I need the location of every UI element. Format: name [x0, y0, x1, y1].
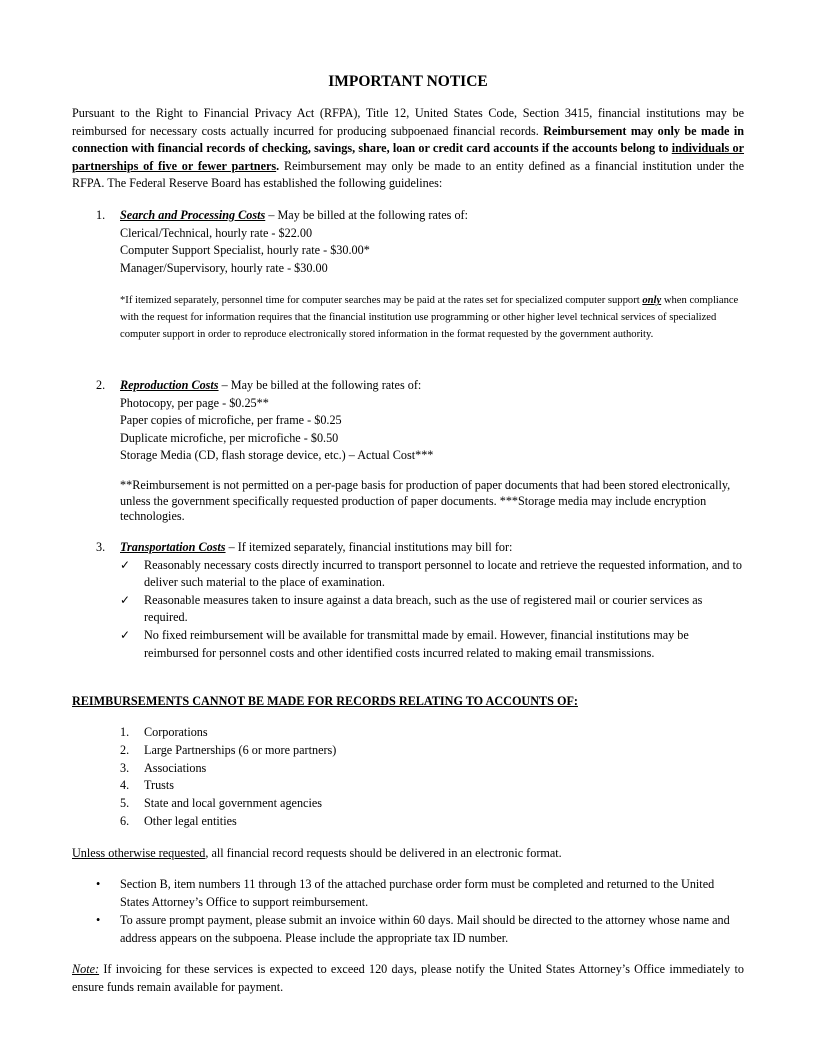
- list-number: 2.: [120, 742, 130, 757]
- section-heading-line: [120, 207, 744, 225]
- section-heading: Reproduction Costs: [120, 378, 219, 392]
- check-item-text: No fixed reimbursement will be available for transmittal made by email. However, financial institutions may be reimbursed for personnel costs and other identified costs incurred related to making email transmissions.: [144, 627, 689, 660]
- rate-item: Computer Support Specialist, hourly rate - $30.00*: [120, 243, 370, 258]
- check-item: [120, 557, 744, 592]
- note-label: Note:: [72, 962, 100, 976]
- bullet-icon: •: [96, 913, 101, 928]
- delivery-text: , all financial record requests should be delivered in an electronic format.: [205, 846, 562, 860]
- list-item: [120, 777, 520, 795]
- list-text: Trusts: [144, 778, 175, 793]
- intro-bold-text: Reimbursement may only be made in connection with financial records of checking, savings, share, loan or credit card accounts if the accounts belong to: [72, 123, 745, 156]
- rate-item: Photocopy, per page - $0.25**: [120, 395, 269, 410]
- bullet-list: [96, 876, 744, 947]
- check-item-text: Reasonable measures taken to insure against a data breach, such as the use of registered mail or courier services as required.: [144, 592, 703, 625]
- rate-item: Manager/Supervisory, hourly rate - $30.00: [120, 260, 328, 275]
- footnote-computer-support: [120, 293, 744, 343]
- list-text: Other legal entities: [144, 813, 237, 828]
- bullet-icon: •: [96, 877, 101, 891]
- list-text: State and local government agencies: [144, 796, 323, 811]
- list-item: [120, 724, 520, 742]
- bullet-text: Section B, item numbers 11 through 13 of the attached purchase order form must be completed and returned to the United States Attorney’s Office to support reimbursement.: [120, 877, 715, 909]
- intro-paragraph: [72, 105, 744, 193]
- footnote-reproduction: **Reimbursement is not permitted on a per-page basis for production of paper documents that had been stored electronically, unless the government specifically requested production of paper documents. ***Storage media may include encryption technologies.: [120, 477, 731, 524]
- check-list: [120, 557, 744, 663]
- checkmark-icon: ✓: [120, 557, 131, 572]
- list-text: Large Partnerships (6 or more partners): [144, 742, 337, 757]
- section-heading-line: [120, 377, 744, 395]
- list-number: 4.: [120, 778, 130, 793]
- section-heading: Transportation Costs: [120, 540, 226, 554]
- list-number: 1.: [120, 725, 130, 739]
- check-item: [120, 627, 744, 662]
- section-number: 2.: [96, 378, 106, 392]
- footnote-text: *If itemized separately, personnel time for computer searches may be paid at the rates set for specialized computer support: [120, 295, 640, 307]
- section-body: [120, 377, 744, 525]
- rate-item: Storage Media (CD, flash storage device, etc.) – Actual Cost***: [120, 448, 434, 463]
- section-heading-line: [120, 539, 744, 557]
- footnote-text-2: when compliance with the request for information requires that the financial institution use programming or other higher level technical services of specialized computer support in order to reproduce electronically stored information in the format requested by the government authority.: [120, 295, 739, 340]
- rate-item: Paper copies of microfiche, per frame - $0.25: [120, 413, 342, 428]
- list-item: [120, 742, 520, 760]
- rate-item: Clerical/Technical, hourly rate - $22.00: [120, 225, 313, 240]
- list-text: Associations: [144, 760, 207, 775]
- section-lead: – May be billed at the following rates of:: [265, 208, 469, 222]
- intro-bold-period: .: [276, 158, 280, 173]
- list-item: [120, 795, 520, 813]
- list-item: [120, 760, 520, 778]
- intro-bold-underlined: individuals or partnerships of five or fewer partners: [72, 141, 745, 173]
- final-note: [72, 961, 744, 996]
- section-lead: – May be billed at the following rates of:: [218, 378, 422, 392]
- exclusions-list: [120, 724, 520, 831]
- checkmark-icon: ✓: [120, 592, 131, 607]
- check-item-text: Reasonably necessary costs directly incurred to transport personnel to locate and retrieve the requested information, and to deliver such material to the place of examination.: [144, 557, 742, 590]
- list-number: 3.: [120, 760, 130, 775]
- section-body: [120, 539, 744, 662]
- section-lead: – If itemized separately, financial institutions may bill for:: [225, 540, 513, 554]
- section-heading: Search and Processing Costs: [120, 208, 266, 222]
- check-item: [120, 592, 744, 627]
- delivery-underlined: Unless otherwise requested: [72, 846, 206, 860]
- intro-text-2: Reimbursement may only be made to an entity defined as a financial institution under the RFPA. The Federal Reserve Board has established the following guidelines:: [72, 158, 744, 191]
- section-number: 1.: [96, 208, 106, 222]
- list-text: Corporations: [144, 725, 208, 739]
- rate-item: Duplicate microfiche, per microfiche - $0.50: [120, 430, 339, 445]
- intro-text: Pursuant to the Right to Financial Privacy Act (RFPA), Title 12, United States Code, Section 3415, financial institutions may be reimbursed for necessary costs actually incurred for producing subpoenaed financial records.: [72, 106, 744, 138]
- list-number: 6.: [120, 813, 130, 828]
- checkmark-icon: ✓: [120, 627, 131, 642]
- bullet-text: To assure prompt payment, please submit an invoice within 60 days. Mail should be directed to the attorney whose name and address appears on the subpoena. Please include the appropriate tax ID number.: [120, 913, 730, 945]
- section-body: [120, 207, 744, 343]
- note-text: If invoicing for these services is expected to exceed 120 days, please notify the United States Attorney’s Office immediately to ensure funds remain available for payment.: [72, 962, 744, 994]
- exclusions-heading: REIMBURSEMENTS CANNOT BE MADE FOR RECORDS RELATING TO ACCOUNTS OF:: [72, 694, 578, 708]
- footnote-only: only: [642, 295, 662, 307]
- delivery-paragraph: [72, 845, 744, 863]
- list-item: [120, 813, 520, 831]
- bullet-item: [96, 876, 744, 911]
- list-number: 5.: [120, 796, 130, 811]
- page-title: IMPORTANT NOTICE: [328, 73, 488, 90]
- bullet-item: [96, 912, 744, 947]
- section-number: 3.: [96, 540, 106, 554]
